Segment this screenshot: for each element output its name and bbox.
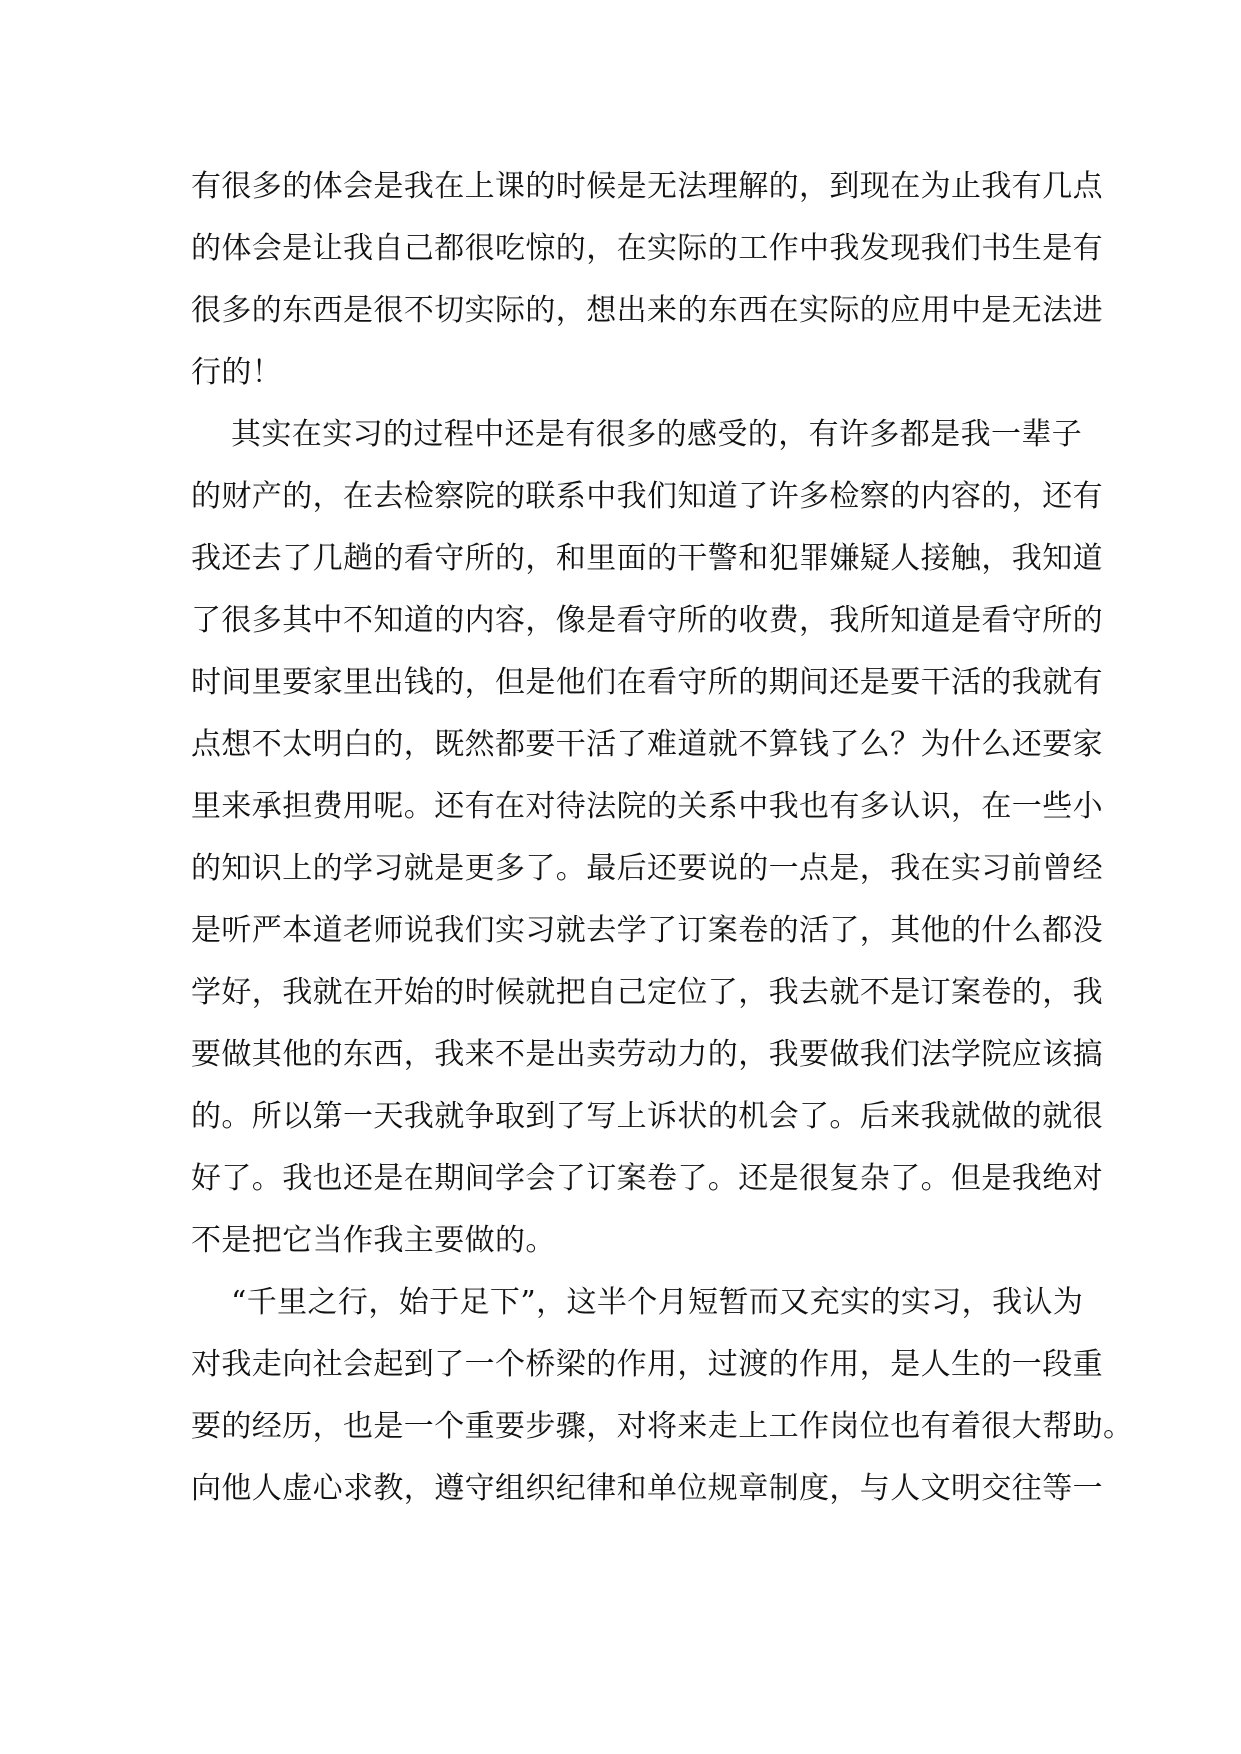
text-line: 行的！ — [191, 355, 283, 390]
text-line: 好了。我也还是在期间学会了订案卷了。还是很复杂了。但是我绝对 — [191, 1161, 1103, 1196]
text-line: 向他人虚心求教，遵守组织纪律和单位规章制度，与人文明交往等一 — [191, 1471, 1103, 1506]
text-line: 学好，我就在开始的时候就把自己定位了，我去就不是订案卷的，我 — [191, 975, 1103, 1010]
text-line: 是听严本道老师说我们实习就去学了订案卷的活了，其他的什么都没 — [191, 913, 1103, 948]
text-line: 的财产的，在去检察院的联系中我们知道了许多检察的内容的，还有 — [191, 479, 1103, 514]
text-line: 有很多的体会是我在上课的时候是无法理解的，到现在为止我有几点 — [191, 169, 1103, 204]
text-line: 里来承担费用呢。还有在对待法院的关系中我也有多认识，在一些小 — [191, 789, 1103, 824]
text-line: 我还去了几趟的看守所的，和里面的干警和犯罪嫌疑人接触，我知道 — [191, 541, 1103, 576]
body-text — [191, 156, 1134, 1520]
text-line: 的知识上的学习就是更多了。最后还要说的一点是，我在实习前曾经 — [191, 851, 1103, 886]
text-line: 对我走向社会起到了一个桥梁的作用，过渡的作用，是人生的一段重 — [191, 1347, 1103, 1382]
paragraph-first-line: 其实在实习的过程中还是有很多的感受的，有许多都是我一辈子 — [231, 417, 1083, 452]
text-line: 要做其他的东西，我来不是出卖劳动力的，我要做我们法学院应该搞 — [191, 1037, 1103, 1072]
text-line: 时间里要家里出钱的，但是他们在看守所的期间还是要干活的我就有 — [191, 665, 1103, 700]
text-line: 不是把它当作我主要做的。 — [191, 1223, 556, 1258]
text-line: 很多的东西是很不切实际的，想出来的东西在实际的应用中是无法进 — [191, 293, 1103, 328]
text-line: 的。所以第一天我就争取到了写上诉状的机会了。后来我就做的就很 — [191, 1099, 1103, 1134]
text-line: 了很多其中不知道的内容，像是看守所的收费，我所知道是看守所的 — [191, 603, 1103, 638]
paragraph-first-line: “千里之行，始于足下”，这半个月短暂而又充实的实习，我认为 — [231, 1285, 1084, 1320]
text-line: 点想不太明白的，既然都要干活了难道就不算钱了么？为什么还要家 — [191, 727, 1103, 762]
text-line: 要的经历，也是一个重要步骤，对将来走上工作岗位也有着很大帮助。 — [191, 1409, 1134, 1444]
text-line: 的体会是让我自己都很吃惊的，在实际的工作中我发现我们书生是有 — [191, 231, 1103, 266]
